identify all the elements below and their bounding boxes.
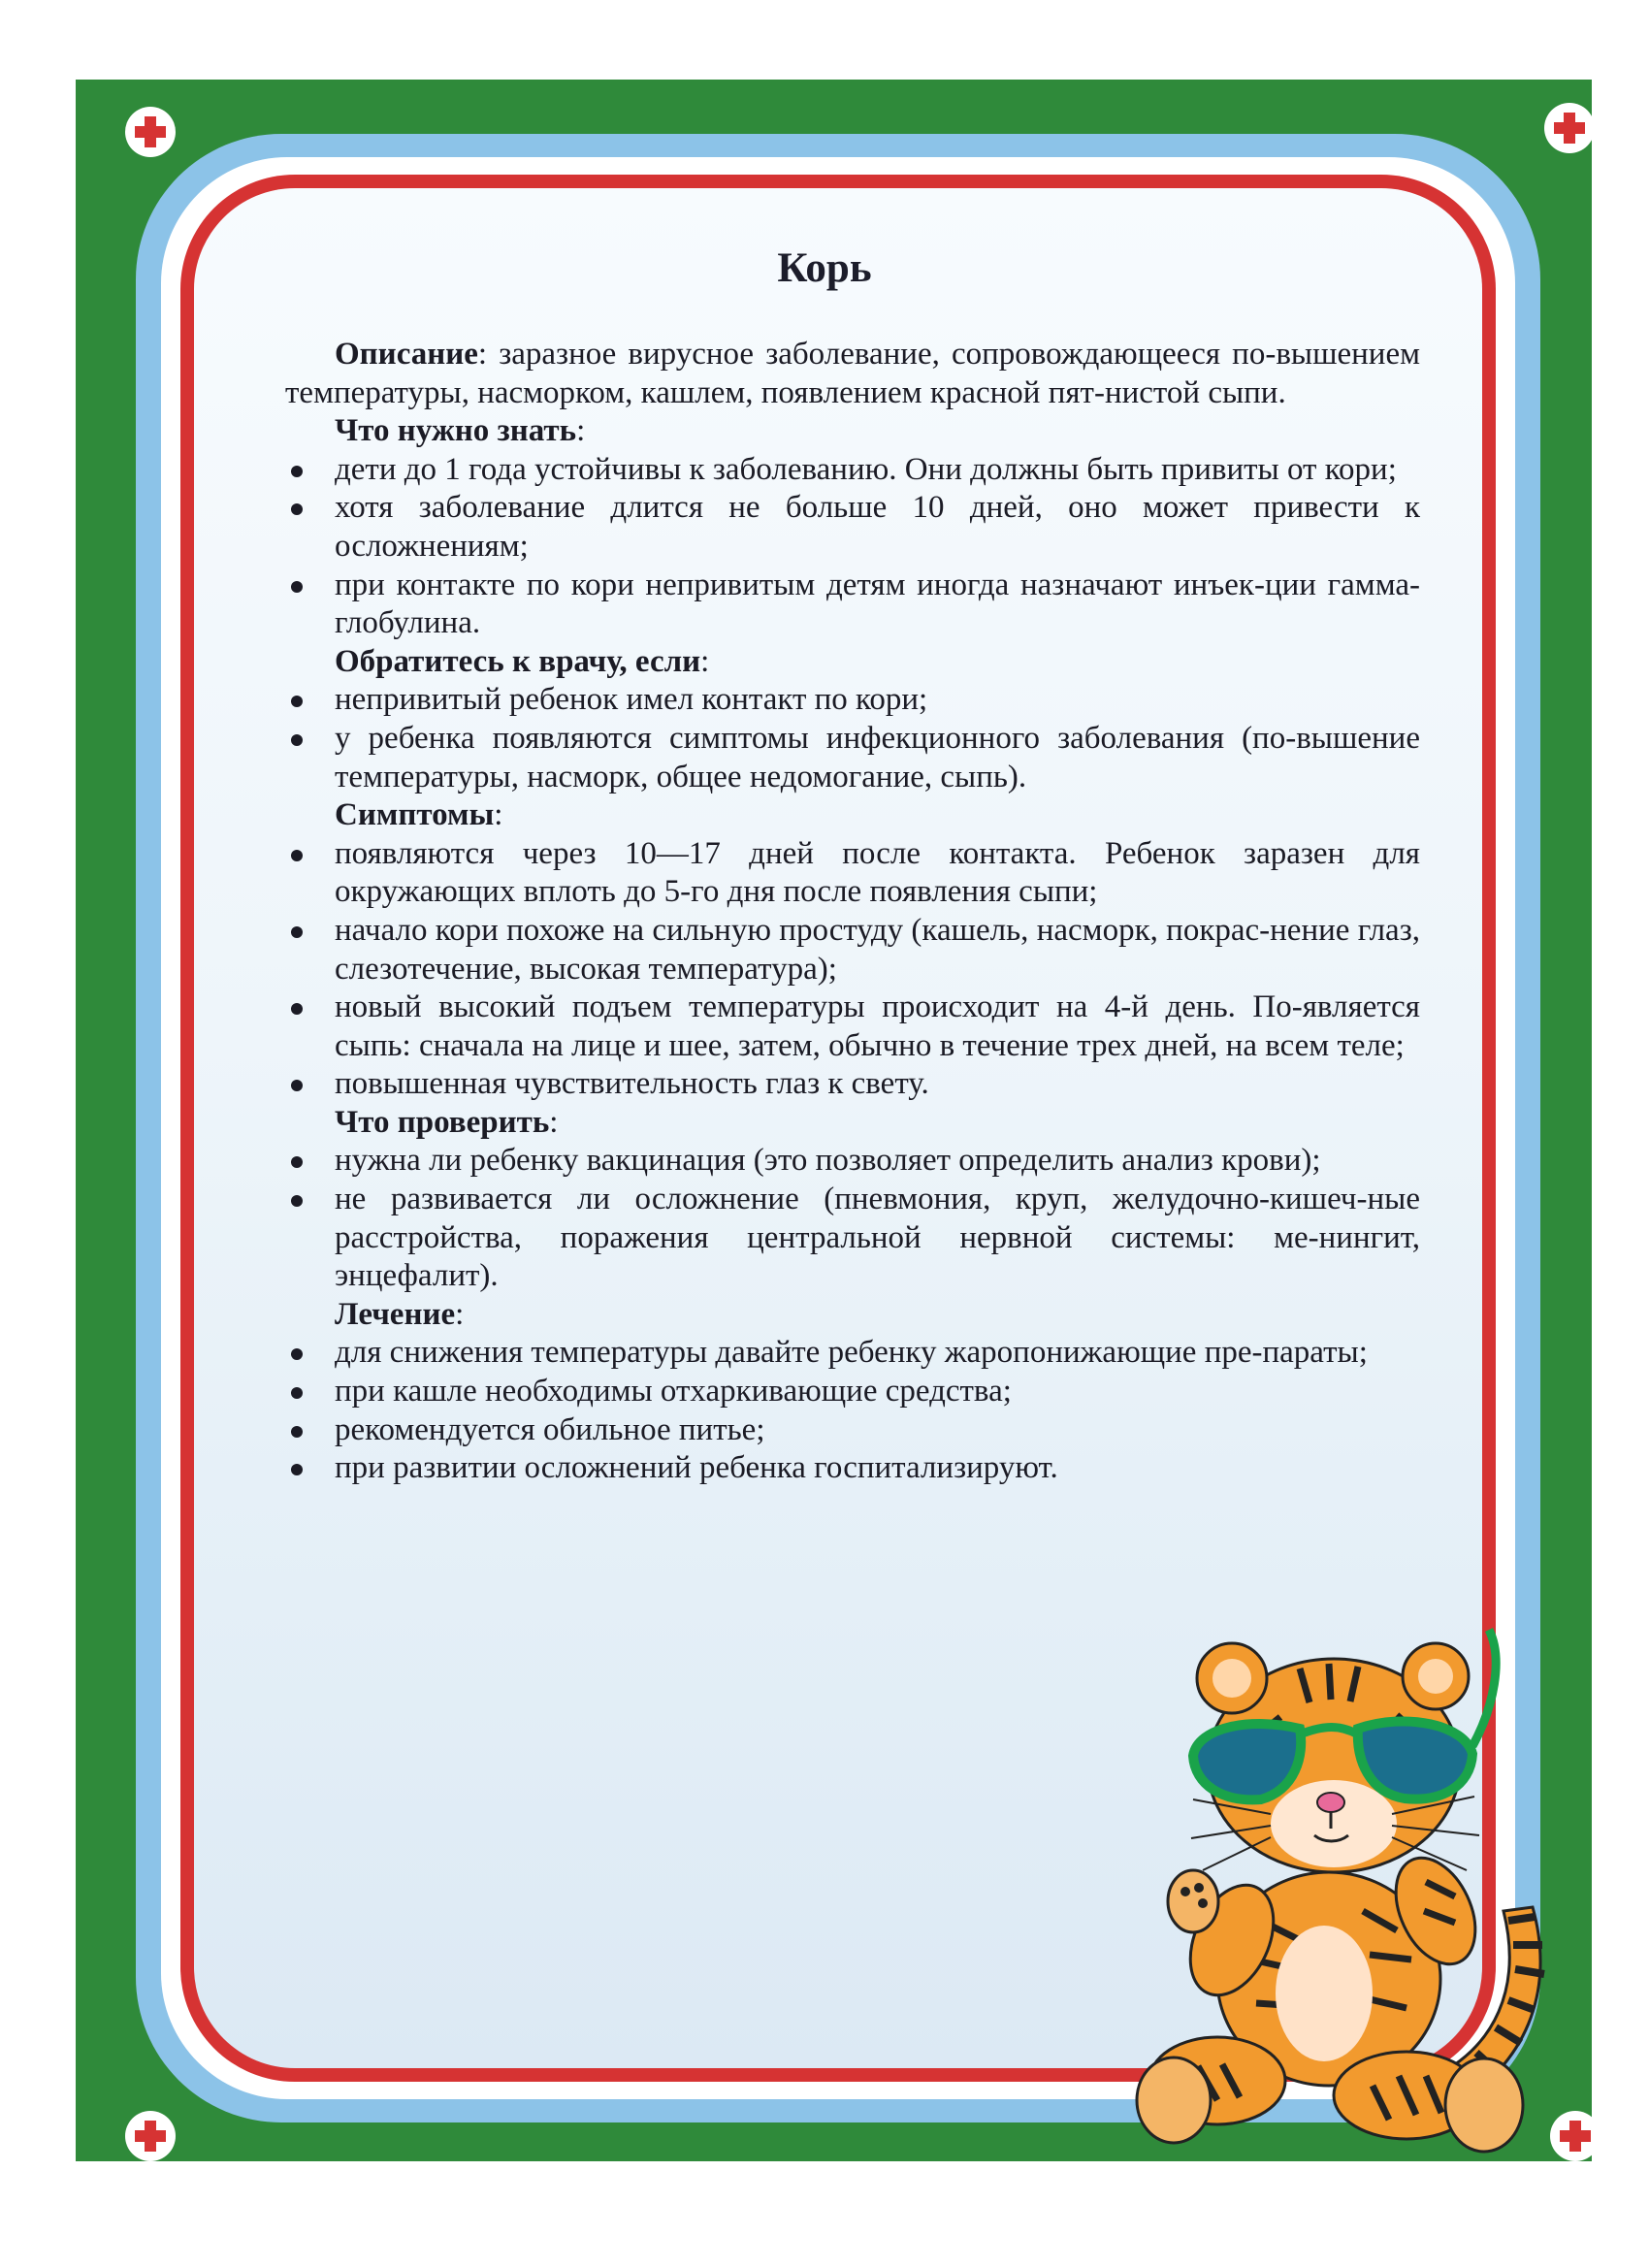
bullet-icon [291, 696, 303, 707]
list-item: не развивается ли осложнение (пневмония, круп, желудочно-кишеч-ные расстройства, поражения центральной нервной системы: ме-нингит, энцефалит). [285, 1181, 1420, 1296]
list-item: появляются через 10—17 дней после контакта. Ребенок заразен для окружающих вплоть до 5-го дня после появления сыпи; [285, 835, 1420, 912]
list-item: новый высокий подъем температуры происходит на 4-й день. По-является сыпь: сначала на лице и шее, затем, обычно в течение трех дней, на всем теле; [285, 988, 1420, 1065]
section-heading: Симптомы: [335, 797, 503, 833]
bullet-list [285, 451, 1420, 643]
article-body [285, 336, 1420, 1488]
bullet-icon [291, 1426, 303, 1438]
section-heading: Обратитесь к врачу, если: [335, 643, 710, 679]
page-title: Корь [777, 245, 872, 291]
intro-paragraph [285, 336, 1420, 412]
bullet-icon [291, 1080, 303, 1091]
bullet-icon [291, 734, 303, 746]
bullet-icon [291, 1464, 303, 1475]
list-item: при развитии осложнений ребенка госпитализируют. [285, 1449, 1420, 1488]
bullet-icon [291, 1156, 303, 1168]
red-cross-icon [1544, 103, 1595, 153]
list-item: рекомендуется обильное питье; [285, 1411, 1420, 1450]
bullet-icon [291, 1195, 303, 1207]
bullet-list [285, 1142, 1420, 1295]
list-item: у ребенка появляются симптомы инфекционного заболевания (по-вышение температуры, насморк, общее недомогание, сыпь). [285, 720, 1420, 796]
bullet-list [285, 835, 1420, 1104]
section-heading: Что проверить: [335, 1104, 559, 1140]
bullet-icon [291, 1387, 303, 1399]
red-cross-icon [125, 107, 176, 157]
list-item: хотя заболевание длится не больше 10 дней, оно может привести к осложнениям; [285, 489, 1420, 566]
section-heading: Что нужно знать: [335, 413, 586, 449]
list-item: при кашле необходимы отхаркивающие средства; [285, 1373, 1420, 1411]
tiger-cub-illustration [1116, 1620, 1571, 2163]
bullet-list [285, 1334, 1420, 1487]
bullet-icon [291, 926, 303, 938]
bullet-icon [291, 850, 303, 861]
list-item: нужна ли ребенку вакцинация (это позволяет определить анализ крови); [285, 1142, 1420, 1181]
list-item: начало кори похоже на сильную простуду (кашель, насморк, покрас-нение глаз, слезотечение, высокая температура); [285, 912, 1420, 988]
bullet-icon [291, 1003, 303, 1015]
bullet-icon [291, 581, 303, 593]
bullet-list [285, 681, 1420, 796]
section-heading: Лечение: [335, 1296, 465, 1332]
list-item: непривитый ребенок имел контакт по кори; [285, 681, 1420, 720]
bullet-icon [291, 466, 303, 477]
list-item: для снижения температуры давайте ребенку жаропонижающие пре-параты; [285, 1334, 1420, 1373]
bullet-icon [291, 1348, 303, 1360]
bullet-icon [291, 503, 303, 515]
intro-label: Описание [335, 337, 478, 372]
red-cross-icon [125, 2111, 176, 2161]
list-item: при контакте по кори непривитым детям иногда назначают инъек-ции гамма-глобулина. [285, 567, 1420, 643]
intro-text: : заразное вирусное заболевание, сопровождающееся по-вышением температуры, насморком, кашлем, появлением красной пят-нистой сыпи. [285, 337, 1420, 410]
list-item: дети до 1 года устойчивы к заболеванию. Они должны быть привиты от кори; [285, 451, 1420, 490]
list-item: повышенная чувствительность глаз к свету. [285, 1065, 1420, 1104]
